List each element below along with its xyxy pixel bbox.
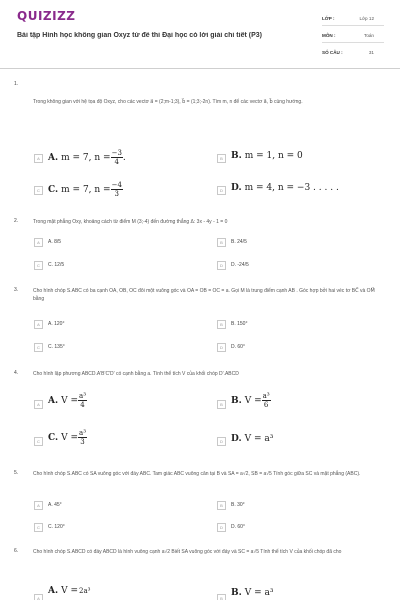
option-label: B. 30° <box>231 502 245 508</box>
page-header <box>0 0 400 69</box>
option-label: D. -24/5 <box>231 262 249 268</box>
option-letter-box: C <box>34 186 43 195</box>
option-letter-box: D <box>217 343 226 352</box>
question-text: Trong mặt phẳng Oxy, khoảng cách từ điểm M (3;-4) đến đường thẳng Δ: 3x - 4y - 1 = 0 <box>33 219 228 225</box>
option-label: B. V = a³ <box>231 588 274 598</box>
option-letter-box: C <box>34 523 43 532</box>
option-letter-box: D <box>217 523 226 532</box>
option-label: C. 12/5 <box>48 262 65 268</box>
option-letter-box: D <box>217 186 226 195</box>
option-label: C. 120° <box>48 524 65 530</box>
option-label: C. 135° <box>48 344 65 350</box>
question-text: Cho hình lập phương ABCD.A'B'C'D' có cạnh bằng a. Tính thể tích V của khối chóp D'.ABCD <box>33 371 239 377</box>
meta-key: MÔN : <box>322 33 336 38</box>
meta-count <box>322 44 384 60</box>
question-text: Cho hình chóp S.ABC có SA vuông góc với đáy ABC. Tam giác ABC vuông cân tại B và SA = a√2, SB = a√5 Tính góc giữa SC và mặt phẳng (ABC). <box>33 471 361 477</box>
option-label: D. 60° <box>231 344 245 350</box>
option-letter-box: A <box>34 400 43 409</box>
meta-subject <box>322 27 384 43</box>
option-label: B. 24/5 <box>231 239 247 245</box>
question-number: 3. <box>14 287 19 293</box>
option-label: B. V = $\frac{\text{a³}}{6}$ <box>231 392 270 409</box>
meta-value: 31 <box>368 50 374 55</box>
question-number: 5. <box>14 470 19 476</box>
option-letter-box: A <box>34 594 43 600</box>
option-label: D. V = a³ <box>231 434 274 444</box>
option-label: C. m = 7, n = $\frac{-4}{3}$ <box>48 181 122 198</box>
question-text: Cho hình chóp S.ABC có ba cạnh OA, OB, OC đôi một vuông góc và OA = OB = OC = a. Gọi M là trung điểm cạnh AB . Góc hợp bởi hai véc tơ BC⃗ và OM⃗ bằng <box>33 288 375 302</box>
option-letter-box: D <box>217 261 226 270</box>
option-letter-box: C <box>34 343 43 352</box>
meta-class <box>322 10 384 26</box>
question-text: Cho hình chóp S.ABCD có đáy ABCD là hình vuông cạnh a√2 Biết SA vuông góc với đáy và SC = a√5 Tính thể tích V của khối chóp đã cho <box>33 549 342 555</box>
option-letter-box: A <box>34 320 43 329</box>
option-letter-box: B <box>217 320 226 329</box>
option-letter-box: B <box>217 238 226 247</box>
option-label: D. 60° <box>231 524 245 530</box>
option-label: B. m = 1, n = 0 <box>231 151 303 161</box>
option-label: A. 8/5 <box>48 239 62 245</box>
meta-value: Toán <box>364 33 374 38</box>
option-letter-box: D <box>217 437 226 446</box>
option-letter-box: A <box>34 154 43 163</box>
option-letter-box: B <box>217 501 226 510</box>
question-text: Trong không gian với hệ tọa độ Oxyz, cho các vectơ a⃗ = (2;m-1;3), b⃗ = (1;3;-2n). Tìm m, n để các vectơ a⃗, b⃗ cùng hướng. <box>33 99 303 105</box>
question-number: 4. <box>14 370 19 376</box>
option-letter-box: A <box>34 238 43 247</box>
option-letter-box: A <box>34 501 43 510</box>
meta-key: SỐ CÂU : <box>322 50 343 55</box>
option-label: C. V = $\frac{\text{a³}}{3}$ <box>48 429 87 446</box>
option-letter-box: B <box>217 594 226 600</box>
option-letter-box: C <box>34 261 43 270</box>
question-number: 2. <box>14 218 19 224</box>
question-number: 6. <box>14 548 19 554</box>
option-label: A. V = $\frac{\text{a³}}{4}$ <box>48 392 87 409</box>
option-label: D. m = 4, n = −3 . . . . . <box>231 183 339 193</box>
question-number: 1. <box>14 81 19 87</box>
option-label: A. m = 7, n = $\frac{-3}{4}$ . <box>48 149 126 166</box>
meta-key: LỚP : <box>322 16 335 21</box>
option-label: A. V = 2a³ <box>48 586 91 596</box>
option-label: A. 120° <box>48 321 65 327</box>
option-letter-box: B <box>217 154 226 163</box>
document-title: Bài tập Hình học không gian Oxyz từ đề thi Đại học có lời giải chi tiết (P3) <box>17 32 262 39</box>
option-letter-box: C <box>34 437 43 446</box>
option-label: A. 45° <box>48 502 62 508</box>
quizizz-logo: QUIZIZZ <box>17 9 76 23</box>
meta-value: Lớp 12 <box>359 16 374 21</box>
option-label: B. 150° <box>231 321 248 327</box>
option-letter-box: B <box>217 400 226 409</box>
